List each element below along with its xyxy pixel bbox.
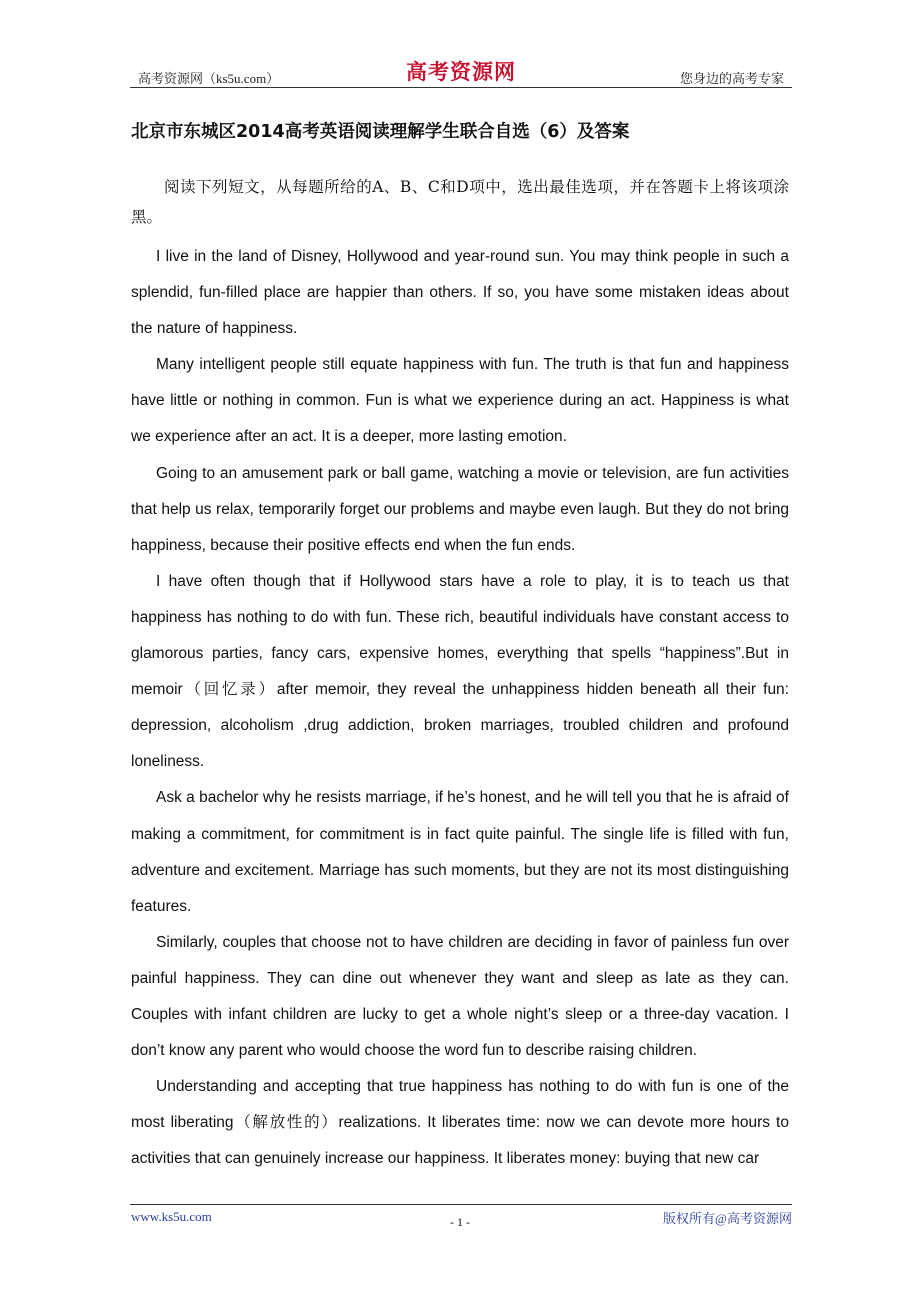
paragraph-4: I have often though that if Hollywood stars have a role to play, it is to teach us that happiness has nothing to do with fun. These rich, beautiful individuals have constant access to glamorous parties, fancy cars, expensive homes, everything that spells “happiness”.But in memoir（回忆录）after memoir, they reveal the unhappiness hidden beneath all their fun: depression, alcoholism ,drug addiction, broken marriages, troubled children and profound loneliness. (131, 572, 789, 771)
page-number: - 1 - (450, 1215, 470, 1229)
footer-copyright: 版权所有@高考资源网 (663, 1211, 792, 1226)
paragraph-7: Understanding and accepting that true happiness has nothing to do with fun is one of the most liberating（解放性的）realizations. It liberates time: now we can devote more hours to activities that can genuinely increase our happiness. It liberates money: buying that new car (131, 1078, 789, 1168)
passage (131, 239, 789, 1177)
instructions: 阅读下列短文，从每题所给的A、B、C和D项中，选出最佳选项，并在答题卡上将该项涂黑。 (131, 178, 789, 226)
page-header (130, 56, 792, 88)
footer-link[interactable]: www.ks5u.com (131, 1209, 212, 1224)
paragraph-2: Many intelligent people still equate happiness with fun. The truth is that fun and happiness have little or nothing in common. Fun is what we experience during an act. Happiness is what we experience after an act. It is a deeper, more lasting emotion. (131, 356, 789, 446)
header-logo: 高考资源网 (406, 60, 516, 84)
paragraph-1: I live in the land of Disney, Hollywood and year-round sun. You may think people in such a splendid, fun-filled place are happier than others. If so, you have some mistaken ideas about the nature of happiness. (131, 248, 789, 338)
footer-divider (130, 1204, 792, 1205)
paragraph-6: Similarly, couples that choose not to have children are deciding in favor of painless fun over painful happiness. They can dine out whenever they want and sleep as late as they can. Couples with infant children are lucky to get a whole night’s sleep or a three-day vacation. I don’t know any parent who would choose the word fun to describe raising children. (131, 933, 789, 1060)
header-site-name: 高考资源网（ks5u.com） (138, 71, 280, 86)
document-title: 北京市东城区2014高考英语阅读理解学生联合自选（6）及答案 (131, 122, 630, 142)
header-slogan: 您身边的高考专家 (679, 71, 784, 86)
paragraph-3: Going to an amusement park or ball game, watching a movie or television, are fun activities that help us relax, temporarily forget our problems and maybe even laugh. But they do not bring happiness, because their positive effects end when the fun ends. (131, 464, 789, 554)
header-divider (130, 87, 792, 88)
paragraph-5: Ask a bachelor why he resists marriage, if he’s honest, and he will tell you that he is afraid of making a commitment, for commitment is in fact quite painful. The single life is filled with fun, adventure and excitement. Marriage has such moments, but they are not its most distinguishing features. (131, 789, 789, 915)
